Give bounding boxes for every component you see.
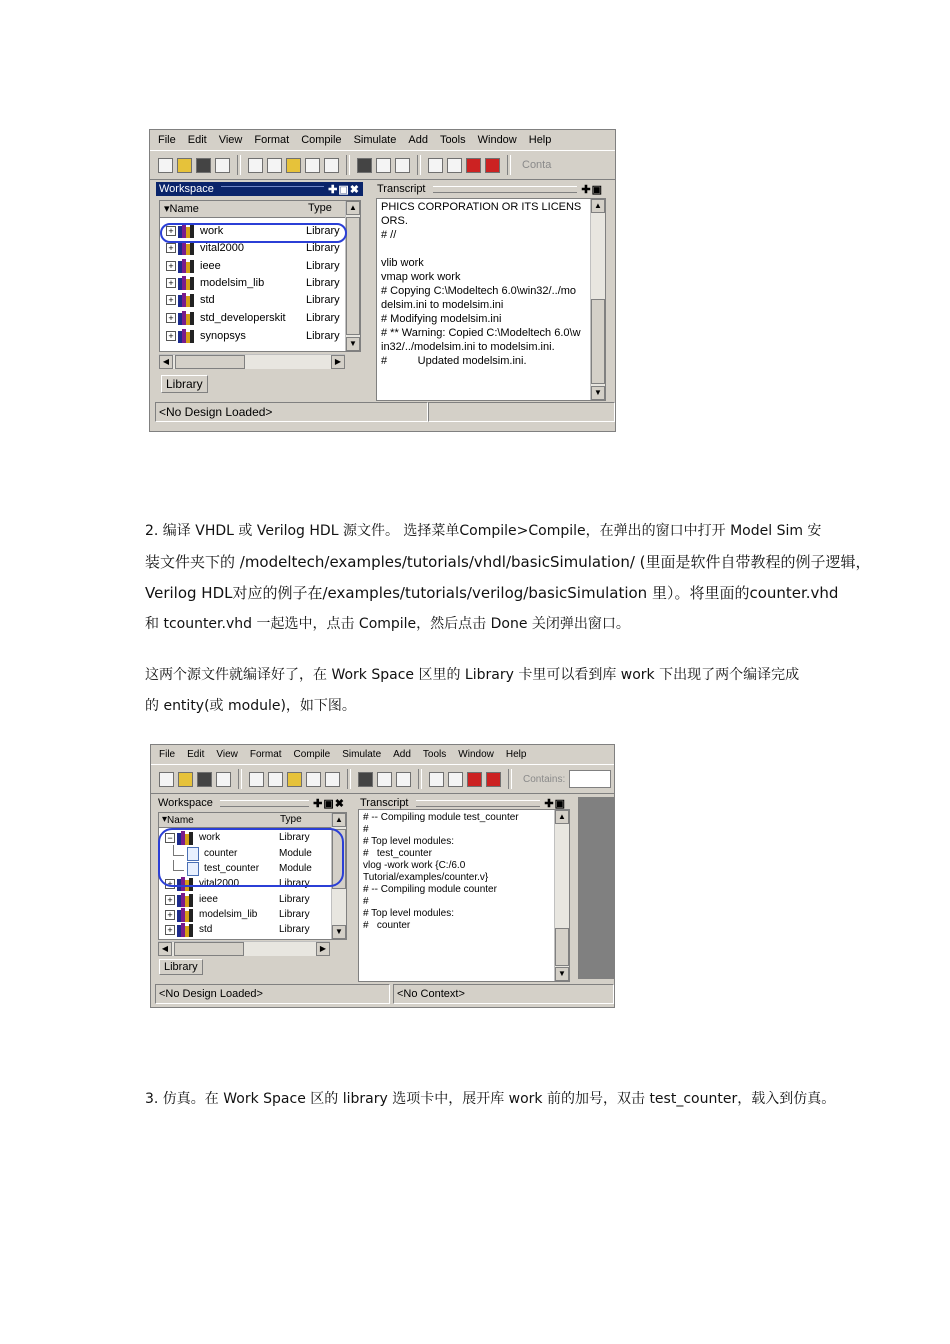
contains-label: Conta <box>522 159 552 171</box>
transcript-line: # test_counter <box>363 848 432 859</box>
list-item[interactable] <box>159 846 331 861</box>
row-type: Library <box>279 909 310 920</box>
vertical-scrollbar[interactable] <box>590 199 605 400</box>
menu-compile[interactable]: Compile <box>301 134 342 146</box>
menu-help[interactable]: Help <box>528 134 552 146</box>
new-file-icon[interactable] <box>159 772 174 787</box>
transcript-line: in32/../modelsim.ini to modelsim.ini. <box>381 341 555 353</box>
transcript-line: # -- Compiling module counter <box>363 884 497 895</box>
library-type: Library <box>306 224 340 237</box>
step2-line: 2. 编译 VHDL 或 Verilog HDL 源文件。 选择菜单Compile>Compile，在弹出的窗口中打开 Model Sim 安 <box>145 523 822 539</box>
menu-simulate[interactable]: Simulate <box>342 749 382 760</box>
library-name: std <box>199 924 213 935</box>
scroll-left-icon[interactable]: ◀ <box>159 355 173 369</box>
collapse-icon[interactable] <box>377 772 392 787</box>
expand-icon[interactable]: + <box>165 895 175 905</box>
menu-simulate[interactable]: Simulate <box>353 134 397 146</box>
expand-icon[interactable]: + <box>166 313 176 323</box>
toolbar <box>151 764 614 794</box>
menu-tools[interactable]: Tools <box>439 134 466 146</box>
library-name: synopsys <box>200 329 246 342</box>
list-item[interactable] <box>159 892 331 907</box>
menu-bar <box>150 130 615 150</box>
redo-icon[interactable] <box>325 772 340 787</box>
menu-format[interactable]: Format <box>254 134 290 146</box>
scroll-down-icon[interactable]: ▼ <box>346 337 360 351</box>
scroll-left-icon[interactable]: ◀ <box>158 942 172 956</box>
print-icon[interactable] <box>216 772 231 787</box>
library-name: vital2000 <box>199 878 240 889</box>
list-item[interactable] <box>159 876 331 891</box>
toolbar <box>150 150 615 180</box>
list-item[interactable] <box>160 222 345 239</box>
transcript-line: # Top level modules: <box>363 908 454 919</box>
transcript-title: Transcript <box>360 797 409 809</box>
expand-icon[interactable]: + <box>166 295 176 305</box>
vertical-scrollbar[interactable] <box>345 201 360 351</box>
list-item[interactable] <box>159 907 331 922</box>
library-name: std <box>200 293 215 306</box>
vertical-scrollbar[interactable] <box>331 813 346 939</box>
library-icon <box>178 329 196 343</box>
transcript-line: vlib work <box>381 257 424 269</box>
row-type: Library <box>279 894 310 905</box>
transcript-line: Tutorial/examples/counter.v} <box>363 872 489 883</box>
expand-icon[interactable]: + <box>166 261 176 271</box>
pane-controls-icon[interactable]: ✚▣✖ <box>328 183 360 196</box>
library-type: Library <box>306 259 340 272</box>
library-list <box>158 812 347 940</box>
column-name[interactable]: ▾ Name <box>164 203 199 215</box>
transcript-line: PHICS CORPORATION OR ITS LICENS <box>381 201 582 213</box>
step2-paragraph <box>145 516 871 640</box>
list-item[interactable] <box>160 309 345 326</box>
expand-icon[interactable]: + <box>165 910 175 920</box>
menu-view[interactable]: View <box>216 749 238 760</box>
compile-icon[interactable] <box>429 772 444 787</box>
save-icon[interactable] <box>196 158 211 173</box>
redo-icon[interactable] <box>324 158 339 173</box>
scroll-right-icon[interactable]: ▶ <box>316 942 330 956</box>
menu-edit[interactable]: Edit <box>187 749 205 760</box>
status-context <box>428 402 615 422</box>
menu-compile[interactable]: Compile <box>293 749 331 760</box>
scroll-down-icon[interactable]: ▼ <box>555 967 569 981</box>
simulate-icon[interactable] <box>467 772 482 787</box>
pane-controls-icon[interactable]: ✚▣ <box>581 183 603 196</box>
menu-window[interactable]: Window <box>458 749 494 760</box>
column-type[interactable]: Type <box>280 814 302 825</box>
expand-icon[interactable]: + <box>165 925 175 935</box>
list-item[interactable] <box>160 291 345 308</box>
transcript-line: # Top level modules: <box>363 836 454 847</box>
library-list <box>159 200 361 352</box>
library-icon <box>178 311 196 325</box>
transcript-line: # <box>363 896 369 907</box>
row-type: Library <box>279 832 310 843</box>
list-item[interactable] <box>160 239 345 256</box>
empty-pane <box>578 797 614 979</box>
find-icon[interactable] <box>357 158 372 173</box>
row-type: Module <box>279 848 312 859</box>
column-header <box>159 813 346 828</box>
column-header <box>160 201 360 218</box>
row-type: Module <box>279 863 312 874</box>
compile-all-icon[interactable] <box>448 772 463 787</box>
library-icon <box>177 923 195 937</box>
library-name: std_developerskit <box>200 311 286 324</box>
transcript-line: # Modifying modelsim.ini <box>381 313 502 325</box>
menu-help[interactable]: Help <box>505 749 527 760</box>
transcript-line: ORS. <box>381 215 408 227</box>
menu-tools[interactable]: Tools <box>422 749 447 760</box>
library-type: Library <box>306 329 340 342</box>
step3-line: 3. 仿真。在 Work Space 区的 library 选项卡中，展开库 work 前的加号，双击 test_counter，载入到仿真。 <box>145 1091 836 1107</box>
transcript-line: vlog -work work {C:/6.0 <box>363 860 466 871</box>
menu-file[interactable]: File <box>158 134 176 146</box>
new-file-icon[interactable] <box>158 158 173 173</box>
expand-icon[interactable]: + <box>165 879 175 889</box>
list-item[interactable] <box>159 922 331 937</box>
library-name: modelsim_lib <box>200 276 265 289</box>
expand-icon[interactable]: + <box>166 278 176 288</box>
row-type: Library <box>279 924 310 935</box>
column-type[interactable]: Type <box>308 202 332 214</box>
status-design: <No Design Loaded> <box>155 402 428 422</box>
modelsim-window-2 <box>150 744 615 1008</box>
workspace-title: Workspace <box>159 183 214 195</box>
column-name[interactable]: ▾ Name <box>162 814 194 826</box>
library-icon <box>177 831 195 845</box>
tab-library[interactable]: Library <box>161 375 208 393</box>
list-item[interactable] <box>160 327 345 344</box>
transcript-line: # <box>363 824 369 835</box>
module-name: test_counter <box>204 863 260 874</box>
menu-add[interactable]: Add <box>393 749 411 760</box>
workspace-title-bar <box>156 182 363 196</box>
scroll-right-icon[interactable]: ▶ <box>331 355 345 369</box>
menu-window[interactable]: Window <box>477 134 517 146</box>
library-name: ieee <box>199 894 218 905</box>
copy-icon[interactable] <box>267 158 282 173</box>
contains-input[interactable] <box>569 770 611 788</box>
paste-icon[interactable] <box>286 158 301 173</box>
menu-edit[interactable]: Edit <box>187 134 207 146</box>
transcript-area[interactable] <box>358 809 570 982</box>
collapse-icon[interactable] <box>376 158 391 173</box>
library-icon <box>177 877 195 891</box>
workspace-title-bar <box>155 796 348 810</box>
scroll-up-icon[interactable]: ▲ <box>555 810 569 824</box>
scroll-up-icon[interactable]: ▲ <box>332 813 346 827</box>
transcript-title: Transcript <box>377 183 426 195</box>
transcript-line: vmap work work <box>381 271 461 283</box>
list-item[interactable] <box>159 861 331 876</box>
break-icon[interactable] <box>486 772 501 787</box>
scroll-down-icon[interactable]: ▼ <box>591 386 605 400</box>
library-icon <box>178 241 196 255</box>
scroll-up-icon[interactable]: ▲ <box>591 199 605 213</box>
contains-label: Contains: <box>523 773 566 785</box>
save-icon[interactable] <box>197 772 212 787</box>
collapse-icon[interactable]: − <box>165 833 175 843</box>
status-context: <No Context> <box>393 984 614 1004</box>
transcript-title-bar <box>357 796 569 810</box>
result-line: 这两个源文件就编译好了，在 Work Space 区里的 Library 卡里可以看到库 work 下出现了两个编译完成 <box>145 667 800 683</box>
library-type: Library <box>306 241 340 254</box>
menu-view[interactable]: View <box>218 134 243 146</box>
open-folder-icon[interactable] <box>177 158 192 173</box>
library-icon <box>178 224 196 238</box>
break-icon[interactable] <box>485 158 500 173</box>
find-icon[interactable] <box>358 772 373 787</box>
expand-icon[interactable]: + <box>166 243 176 253</box>
list-item[interactable] <box>159 830 331 845</box>
horizontal-scrollbar[interactable] <box>159 354 345 369</box>
scroll-down-icon[interactable]: ▼ <box>332 925 346 939</box>
library-name: vital2000 <box>200 241 245 254</box>
undo-icon[interactable] <box>305 158 320 173</box>
tab-library[interactable]: Library <box>159 959 203 975</box>
module-name: counter <box>204 848 238 859</box>
transcript-area[interactable] <box>376 198 606 401</box>
modelsim-window-1 <box>149 129 616 432</box>
copy-icon[interactable] <box>268 772 283 787</box>
library-type: Library <box>306 293 340 306</box>
compile-result-paragraph <box>145 660 815 722</box>
library-icon <box>178 293 196 307</box>
cut-icon[interactable] <box>249 772 264 787</box>
step2-line: 和 tcounter.vhd 一起选中，点击 Compile，然后点击 Done 关闭弹出窗口。 <box>145 616 630 632</box>
transcript-line: # // <box>381 229 397 241</box>
compile-icon[interactable] <box>428 158 443 173</box>
library-type: Library <box>306 276 340 289</box>
workspace-title: Workspace <box>158 797 213 809</box>
pane-controls-icon[interactable]: ✚▣✖ <box>313 797 345 810</box>
expand-icon[interactable]: + <box>166 331 176 341</box>
module-icon <box>187 847 199 861</box>
transcript-line: # Copying C:\Modeltech 6.0\win32/../mo <box>381 285 577 297</box>
result-line: 的 entity(或 module)，如下图。 <box>145 698 356 714</box>
list-item[interactable] <box>160 274 345 291</box>
step2-line: 装文件夹下的 /modeltech/examples/tutorials/vhdl/basicSimulation/ (里面是软件自带教程的例子逻辑， <box>145 553 871 571</box>
library-icon <box>177 908 195 922</box>
cut-icon[interactable] <box>248 158 263 173</box>
expand-icon[interactable] <box>396 772 411 787</box>
library-icon <box>177 893 195 907</box>
pane-controls-icon[interactable]: ✚▣ <box>544 797 566 810</box>
vertical-scrollbar[interactable] <box>554 810 569 981</box>
library-name: work <box>200 224 224 237</box>
library-name: work <box>199 832 221 843</box>
compile-all-icon[interactable] <box>447 158 462 173</box>
open-folder-icon[interactable] <box>178 772 193 787</box>
simulate-icon[interactable] <box>466 158 481 173</box>
transcript-line: # Updated modelsim.ini. <box>381 355 527 367</box>
menu-file[interactable]: File <box>159 749 176 760</box>
transcript-line: # counter <box>363 920 411 931</box>
horizontal-scrollbar[interactable] <box>158 941 330 956</box>
row-type: Library <box>279 878 310 889</box>
expand-icon[interactable] <box>395 158 410 173</box>
status-design: <No Design Loaded> <box>155 984 390 1004</box>
module-icon <box>187 862 199 876</box>
list-item[interactable] <box>160 257 345 274</box>
library-icon <box>178 276 196 290</box>
print-icon[interactable] <box>215 158 230 173</box>
undo-icon[interactable] <box>306 772 321 787</box>
library-icon <box>178 259 196 273</box>
scroll-up-icon[interactable]: ▲ <box>346 201 360 215</box>
menu-add[interactable]: Add <box>408 134 428 146</box>
menu-format[interactable]: Format <box>249 749 282 760</box>
transcript-line: delsim.ini to modelsim.ini <box>381 299 504 311</box>
paste-icon[interactable] <box>287 772 302 787</box>
library-name: ieee <box>200 259 221 272</box>
expand-icon[interactable]: + <box>166 226 176 236</box>
step3-paragraph <box>145 1084 836 1115</box>
menu-bar <box>151 745 614 764</box>
transcript-line: # ** Warning: Copied C:\Modeltech 6.0\w <box>381 327 581 339</box>
library-name: modelsim_lib <box>199 909 258 920</box>
step2-line: Verilog HDL对应的例子在/examples/tutorials/verilog/basicSimulation 里）。将里面的counter.vhd <box>145 584 839 602</box>
library-type: Library <box>306 311 340 324</box>
transcript-line: # -- Compiling module test_counter <box>363 812 519 823</box>
transcript-title-bar <box>374 182 606 196</box>
